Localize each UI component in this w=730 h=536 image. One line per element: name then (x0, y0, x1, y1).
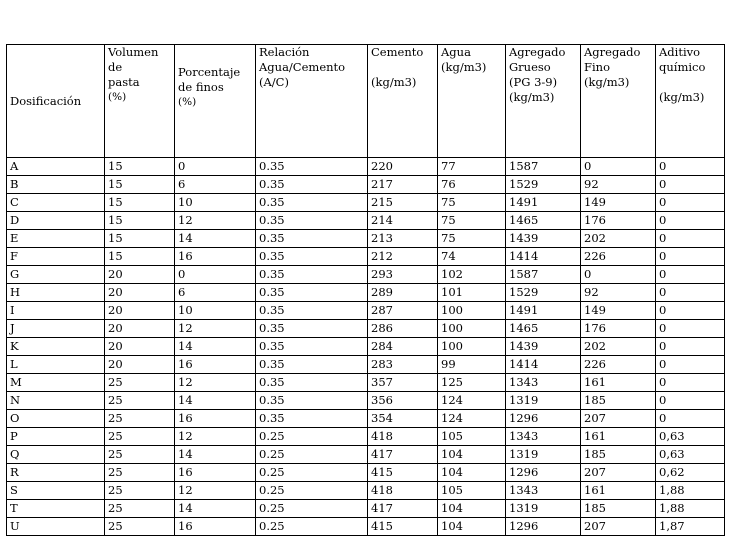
cell-volumen: 20 (105, 302, 175, 320)
cell-dosificacion: C (7, 194, 105, 212)
cell-volumen: 15 (105, 194, 175, 212)
table-row (7, 482, 725, 500)
table-row (7, 356, 725, 374)
table-row (7, 338, 725, 356)
table-row (7, 500, 725, 518)
cell-grueso: 1414 (506, 356, 581, 374)
cell-cemento: 356 (368, 392, 438, 410)
cell-dosificacion: D (7, 212, 105, 230)
header-line: Fino (584, 60, 610, 74)
cell-relacion: 0.25 (256, 500, 368, 518)
cell-dosificacion: O (7, 410, 105, 428)
cell-relacion: 0.25 (256, 428, 368, 446)
cell-fino: 0 (581, 158, 656, 176)
cell-grueso: 1296 (506, 518, 581, 536)
cell-dosificacion: T (7, 500, 105, 518)
table-row (7, 230, 725, 248)
table-row (7, 302, 725, 320)
cell-cemento: 287 (368, 302, 438, 320)
header-line: pasta (108, 75, 140, 89)
header-line: (kg/m3) (509, 90, 555, 104)
cell-fino: 149 (581, 302, 656, 320)
cell-aditivo: 0 (656, 158, 725, 176)
cell-relacion: 0.35 (256, 284, 368, 302)
cell-relacion: 0.25 (256, 464, 368, 482)
cell-agua: 100 (438, 320, 506, 338)
table-row (7, 266, 725, 284)
cell-agua: 102 (438, 266, 506, 284)
cell-grueso: 1414 (506, 248, 581, 266)
table-row (7, 176, 725, 194)
cell-fino: 92 (581, 284, 656, 302)
cell-cemento: 286 (368, 320, 438, 338)
cell-cemento: 220 (368, 158, 438, 176)
cell-volumen: 15 (105, 230, 175, 248)
cell-volumen: 15 (105, 176, 175, 194)
cell-aditivo: 0 (656, 212, 725, 230)
table-row (7, 374, 725, 392)
cell-volumen: 25 (105, 374, 175, 392)
cell-porcentaje: 12 (175, 428, 256, 446)
cell-aditivo: 0 (656, 230, 725, 248)
cell-porcentaje: 12 (175, 212, 256, 230)
header-relacion-agua-cemento (256, 45, 368, 158)
cell-cemento: 417 (368, 500, 438, 518)
cell-relacion: 0.35 (256, 230, 368, 248)
cell-cemento: 212 (368, 248, 438, 266)
cell-relacion: 0.35 (256, 374, 368, 392)
cell-volumen: 20 (105, 284, 175, 302)
table-row (7, 320, 725, 338)
cell-relacion: 0.35 (256, 194, 368, 212)
cell-aditivo: 0 (656, 176, 725, 194)
header-aditivo-quimico (656, 45, 725, 158)
cell-porcentaje: 16 (175, 248, 256, 266)
cell-grueso: 1529 (506, 176, 581, 194)
cell-relacion: 0.25 (256, 446, 368, 464)
cell-grueso: 1343 (506, 482, 581, 500)
cell-agua: 74 (438, 248, 506, 266)
cell-fino: 185 (581, 392, 656, 410)
cell-aditivo: 0,63 (656, 428, 725, 446)
cell-porcentaje: 6 (175, 176, 256, 194)
cell-aditivo: 0 (656, 392, 725, 410)
table-row (7, 248, 725, 266)
cell-aditivo: 0 (656, 284, 725, 302)
cell-agua: 105 (438, 428, 506, 446)
cell-cemento: 283 (368, 356, 438, 374)
cell-agua: 104 (438, 446, 506, 464)
cell-dosificacion: L (7, 356, 105, 374)
cell-fino: 185 (581, 446, 656, 464)
cell-agua: 100 (438, 338, 506, 356)
cell-grueso: 1296 (506, 410, 581, 428)
cell-porcentaje: 14 (175, 500, 256, 518)
cell-aditivo: 0,63 (656, 446, 725, 464)
cell-cemento: 418 (368, 482, 438, 500)
cell-fino: 149 (581, 194, 656, 212)
cell-dosificacion: H (7, 284, 105, 302)
cell-volumen: 20 (105, 338, 175, 356)
cell-aditivo: 0,62 (656, 464, 725, 482)
table-row (7, 446, 725, 464)
table-row (7, 212, 725, 230)
cell-volumen: 20 (105, 266, 175, 284)
cell-fino: 207 (581, 464, 656, 482)
cell-porcentaje: 0 (175, 158, 256, 176)
cell-aditivo: 1,87 (656, 518, 725, 536)
cell-relacion: 0.35 (256, 266, 368, 284)
cell-dosificacion: M (7, 374, 105, 392)
header-line: de (108, 60, 123, 74)
cell-volumen: 20 (105, 356, 175, 374)
cell-cemento: 215 (368, 194, 438, 212)
cell-porcentaje: 14 (175, 446, 256, 464)
cell-agua: 104 (438, 518, 506, 536)
cell-dosificacion: S (7, 482, 105, 500)
cell-cemento: 289 (368, 284, 438, 302)
cell-volumen: 25 (105, 392, 175, 410)
cell-dosificacion: B (7, 176, 105, 194)
cell-aditivo: 0 (656, 374, 725, 392)
cell-fino: 226 (581, 248, 656, 266)
cell-aditivo: 0 (656, 302, 725, 320)
cell-aditivo: 0 (656, 194, 725, 212)
cell-grueso: 1491 (506, 302, 581, 320)
cell-dosificacion: U (7, 518, 105, 536)
cell-porcentaje: 14 (175, 392, 256, 410)
header-line: de finos (178, 80, 224, 94)
cell-fino: 202 (581, 338, 656, 356)
cell-relacion: 0.25 (256, 482, 368, 500)
cell-dosificacion: P (7, 428, 105, 446)
header-line: Porcentaje (178, 65, 241, 79)
cell-relacion: 0.35 (256, 320, 368, 338)
cell-porcentaje: 6 (175, 284, 256, 302)
cell-cemento: 284 (368, 338, 438, 356)
cell-relacion: 0.35 (256, 392, 368, 410)
header-line: (PG 3-9) (509, 75, 558, 89)
cell-porcentaje: 16 (175, 410, 256, 428)
header-line: Aditivo (659, 45, 701, 59)
cell-porcentaje: 12 (175, 320, 256, 338)
cell-volumen: 15 (105, 248, 175, 266)
table-row (7, 194, 725, 212)
cell-porcentaje: 10 (175, 302, 256, 320)
cell-cemento: 415 (368, 518, 438, 536)
cell-fino: 161 (581, 482, 656, 500)
cell-aditivo: 1,88 (656, 482, 725, 500)
cell-relacion: 0.35 (256, 356, 368, 374)
cell-cemento: 214 (368, 212, 438, 230)
cell-volumen: 25 (105, 464, 175, 482)
header-line: Cemento (371, 45, 424, 59)
table-row (7, 392, 725, 410)
cell-volumen: 25 (105, 482, 175, 500)
cell-relacion: 0.35 (256, 302, 368, 320)
cell-cemento: 357 (368, 374, 438, 392)
header-agua (438, 45, 506, 158)
cell-grueso: 1319 (506, 392, 581, 410)
cell-agua: 101 (438, 284, 506, 302)
cell-agua: 104 (438, 500, 506, 518)
dosage-table (6, 44, 725, 536)
cell-grueso: 1465 (506, 320, 581, 338)
header-line: (%) (178, 96, 197, 108)
table-row (7, 518, 725, 536)
header-line: Dosificación (10, 93, 82, 108)
cell-cemento: 417 (368, 446, 438, 464)
cell-relacion: 0.35 (256, 158, 368, 176)
cell-dosificacion: A (7, 158, 105, 176)
cell-aditivo: 1,88 (656, 500, 725, 518)
header-volumen-pasta (105, 45, 175, 158)
cell-agua: 125 (438, 374, 506, 392)
cell-agua: 105 (438, 482, 506, 500)
cell-agua: 77 (438, 158, 506, 176)
header-spacer (371, 60, 434, 75)
cell-grueso: 1296 (506, 464, 581, 482)
cell-agua: 100 (438, 302, 506, 320)
cell-dosificacion: G (7, 266, 105, 284)
cell-fino: 161 (581, 428, 656, 446)
cell-porcentaje: 12 (175, 374, 256, 392)
cell-porcentaje: 16 (175, 356, 256, 374)
cell-volumen: 25 (105, 446, 175, 464)
table-row (7, 464, 725, 482)
cell-agua: 99 (438, 356, 506, 374)
cell-fino: 92 (581, 176, 656, 194)
cell-grueso: 1343 (506, 428, 581, 446)
cell-porcentaje: 10 (175, 194, 256, 212)
cell-porcentaje: 16 (175, 518, 256, 536)
cell-dosificacion: N (7, 392, 105, 410)
cell-dosificacion: R (7, 464, 105, 482)
cell-volumen: 25 (105, 518, 175, 536)
cell-volumen: 25 (105, 500, 175, 518)
cell-grueso: 1439 (506, 230, 581, 248)
table-row (7, 158, 725, 176)
cell-agua: 104 (438, 464, 506, 482)
header-line: (kg/m3) (659, 90, 705, 104)
cell-fino: 207 (581, 410, 656, 428)
header-spacer (659, 75, 721, 90)
header-cemento (368, 45, 438, 158)
cell-volumen: 20 (105, 320, 175, 338)
cell-fino: 202 (581, 230, 656, 248)
cell-dosificacion: F (7, 248, 105, 266)
cell-grueso: 1319 (506, 500, 581, 518)
header-line: (kg/m3) (441, 60, 487, 74)
cell-cemento: 293 (368, 266, 438, 284)
cell-fino: 161 (581, 374, 656, 392)
cell-aditivo: 0 (656, 320, 725, 338)
cell-grueso: 1319 (506, 446, 581, 464)
cell-grueso: 1343 (506, 374, 581, 392)
header-dosificacion (7, 45, 105, 158)
cell-fino: 0 (581, 266, 656, 284)
header-line: Agregado (584, 45, 641, 59)
cell-volumen: 15 (105, 212, 175, 230)
cell-grueso: 1529 (506, 284, 581, 302)
header-line: Agregado (509, 45, 566, 59)
cell-aditivo: 0 (656, 356, 725, 374)
header-line: Volumen (108, 45, 159, 59)
cell-fino: 185 (581, 500, 656, 518)
header-line: (%) (108, 91, 127, 103)
table-body (7, 158, 725, 536)
cell-volumen: 15 (105, 158, 175, 176)
dosage-table-container (6, 44, 725, 536)
header-line: Agua (441, 45, 471, 59)
cell-dosificacion: E (7, 230, 105, 248)
cell-agua: 75 (438, 230, 506, 248)
cell-cemento: 213 (368, 230, 438, 248)
cell-agua: 124 (438, 410, 506, 428)
cell-relacion: 0.35 (256, 176, 368, 194)
cell-agua: 124 (438, 392, 506, 410)
header-line: (kg/m3) (371, 75, 417, 89)
cell-fino: 226 (581, 356, 656, 374)
cell-agua: 75 (438, 212, 506, 230)
cell-grueso: 1491 (506, 194, 581, 212)
header-porcentaje-finos (175, 45, 256, 158)
table-row (7, 410, 725, 428)
header-line: Relación (259, 45, 310, 59)
header-line: Grueso (509, 60, 551, 74)
cell-relacion: 0.25 (256, 518, 368, 536)
header-line: químico (659, 60, 706, 74)
cell-dosificacion: I (7, 302, 105, 320)
table-row (7, 428, 725, 446)
header-agregado-fino (581, 45, 656, 158)
cell-porcentaje: 12 (175, 482, 256, 500)
cell-dosificacion: J (7, 320, 105, 338)
cell-aditivo: 0 (656, 338, 725, 356)
cell-relacion: 0.35 (256, 410, 368, 428)
cell-porcentaje: 16 (175, 464, 256, 482)
cell-relacion: 0.35 (256, 212, 368, 230)
cell-grueso: 1465 (506, 212, 581, 230)
cell-relacion: 0.35 (256, 248, 368, 266)
cell-porcentaje: 14 (175, 230, 256, 248)
cell-volumen: 25 (105, 428, 175, 446)
table-header (7, 45, 725, 158)
header-line: (kg/m3) (584, 75, 630, 89)
cell-aditivo: 0 (656, 248, 725, 266)
cell-fino: 207 (581, 518, 656, 536)
header-line: Agua/Cemento (259, 60, 346, 74)
cell-porcentaje: 0 (175, 266, 256, 284)
cell-cemento: 415 (368, 464, 438, 482)
cell-relacion: 0.35 (256, 338, 368, 356)
cell-fino: 176 (581, 320, 656, 338)
cell-fino: 176 (581, 212, 656, 230)
cell-dosificacion: Q (7, 446, 105, 464)
cell-aditivo: 0 (656, 410, 725, 428)
cell-agua: 75 (438, 194, 506, 212)
cell-cemento: 354 (368, 410, 438, 428)
cell-agua: 76 (438, 176, 506, 194)
cell-grueso: 1439 (506, 338, 581, 356)
cell-aditivo: 0 (656, 266, 725, 284)
table-row (7, 284, 725, 302)
cell-dosificacion: K (7, 338, 105, 356)
cell-volumen: 25 (105, 410, 175, 428)
cell-porcentaje: 14 (175, 338, 256, 356)
header-agregado-grueso (506, 45, 581, 158)
cell-cemento: 418 (368, 428, 438, 446)
cell-grueso: 1587 (506, 158, 581, 176)
cell-cemento: 217 (368, 176, 438, 194)
cell-grueso: 1587 (506, 266, 581, 284)
header-line: (A/C) (259, 75, 289, 89)
